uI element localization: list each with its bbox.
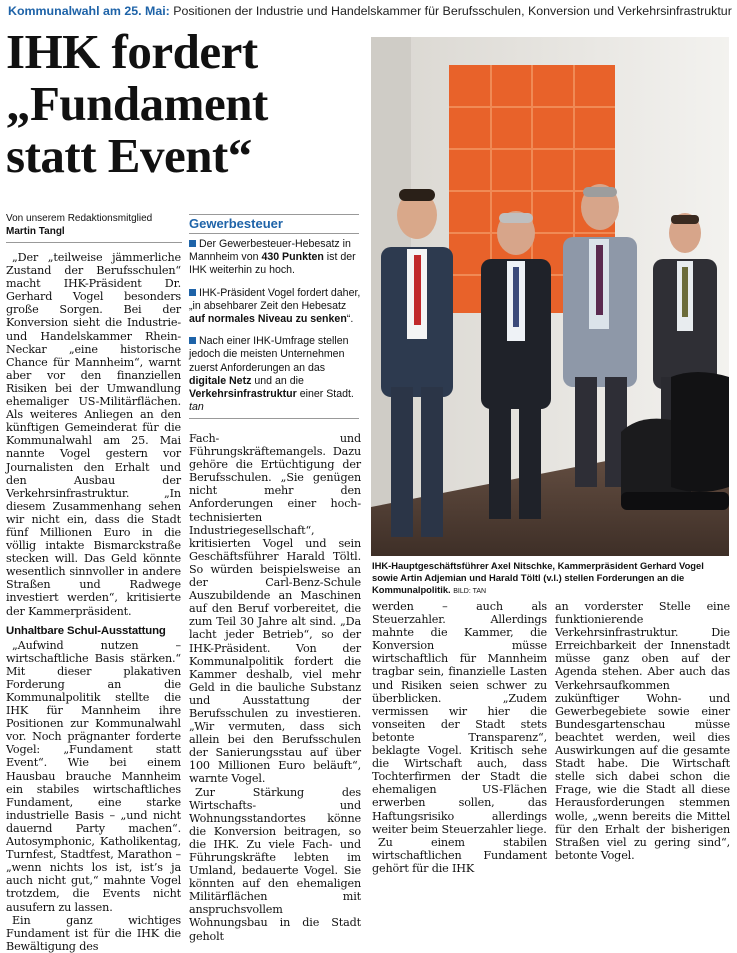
column-3	[372, 600, 547, 875]
photo	[371, 37, 729, 556]
byline	[6, 212, 181, 238]
col1-paragraph-1: „Der „teilweise jämmerliche Zustand der Berufsschulen“ macht IHK-Präsident Dr. Gerhard Vogel besonders große Sorgen. Bei der Konversion sieht die Industrie- und Handelskammer Rhein-Neckar „eine historische Chance für Mannheim“, warnt aber vor den finanziellen Risiken bei der Umwandlung ehemaliger US-Militärflächen. Als weiteres Anliegen an den künftigen Gemeinderat für die Kommunalwahl am 25. Mai nannte Vogel gestern vor Journalisten den Erhalt und den Ausbau der Verkehrsinfrastruktur. „In diesem Zusammenhang sehen wir nicht ein, dass die Stadt fünf Millionen Euro in die völlig intakte Bismarckstraße stecken will. Das Geld könnte wesentlich sinnvoller in andere Straßen und Radwege investiert werden“, kritisierte der Kammerpräsident.	[6, 251, 181, 618]
infobox-item: IHK-Präsident Vogel fordert daher, „in absehbarer Zeit den Hebesatz auf normales Niveau zu senken“.	[189, 286, 361, 326]
byline-label: Von unserem Redaktionsmitglied	[6, 213, 153, 224]
col3-paragraph-1: werden – auch als Steuerzahler. Allerdings mahnte die Kammer, die Konversion müsse wirtschaftlich für Mannheim tragbar sein, finanzielle Lasten und Risiken seien schwer zu überblicken. „Zudem vermissen wir hier die vonseiten der Stadt stets betonte Transparenz“, beklagte Vogel. Kritisch sehe die Wirtschaft auch, dass Tochterfirmen der Stadt die ehemaligen US-Flächen erwerben sollen, das Haftungsrisiko allerdings weiter beim Steuerzahler liege.	[372, 600, 547, 836]
headline-line-1: IHK fordert	[6, 24, 258, 79]
col3-paragraph-2: Zu einem stabilen wirtschaftlichen Fundament gehört für die IHK	[372, 835, 547, 875]
subhead: Unhaltbare Schul-Ausstattung	[6, 624, 166, 637]
bullet-square-icon	[189, 337, 196, 344]
infobox-bottom-rule	[189, 418, 359, 419]
kicker-label: Kommunalwahl am 25. Mai:	[8, 4, 170, 18]
infobox-title: Gewerbesteuer	[189, 216, 283, 231]
byline-name: Martin Tangl	[6, 226, 65, 237]
bullet-square-icon	[189, 240, 196, 247]
headline-line-2: „Fundament	[6, 76, 268, 131]
column-1	[6, 251, 181, 953]
col4-paragraph-1: an vorderster Stelle eine funktionierende Verkehrsinfrastruktur. Die Erreichbarkeit der Innenstadt müsse ganz oben auf der Agenda stehen. Aber auch das Verkehrsaufkommen zukünftiger Wohn- und Gewerbegebiete sowie einer Bundesgartenschau müsse beachtet werden, weil dies Auswirkungen auf die gesamte Stadt habe. Die Wirtschaft stelle sich dabei schon die Frage, wie die Stadt all diese Herausforderungen stemmen wolle, „wenn bereits die Mittel für den Erhalt der bisherigen Straßen viel zu gering sind“, betonte Vogel.	[555, 600, 730, 862]
infobox	[189, 238, 361, 423]
headline	[6, 26, 366, 182]
infobox-title-rule	[189, 233, 359, 234]
column-2	[189, 432, 361, 943]
bullet-square-icon	[189, 289, 196, 296]
byline-divider	[6, 242, 182, 243]
col1-paragraph-2: „Aufwind nutzen – wirtschaftliche Basis stärken.“ Mit dieser plakativen Forderung an die Kommunalpolitik stellte die IHK für Mannheim ihre Positionen zur Kommunalwahl vor. Noch prägnanter forderte Vogel: „Fundament statt Event“. Wie bei einem Hausbau brauche Mannheim ein stabiles wirtschaftliches Fundament, eine starke industrielle Basis – „und nicht dauernd Party machen“. Autosymphonic, Katholikentag, Turnfest, Stadtfest, Marathon – „wenn nichts los ist, ist’s ja auch nicht gut,“ mahnte Vogel trotzdem, die Events nicht ausufern zu lassen.	[6, 638, 181, 914]
photo-caption-text: IHK-Hauptgeschäftsführer Axel Nitschke, Kammerpräsident Gerhard Vogel sowie Artin Adjemian und Harald Töltl (v.l.) stellen Forderungen an die Kommunalpolitik.	[372, 560, 704, 595]
infobox-item: Nach einer IHK-Umfrage stellen jedoch die meisten Unternehmen zuerst Anforderungen an das digitale Netz und an die Verkehrsinfrastruktur einer Stadt. tan	[189, 335, 354, 414]
infobox-top-rule	[189, 214, 359, 215]
photo-illustration	[371, 37, 729, 556]
infobox-item: Der Gewerbesteuer-Hebesatz in Mannheim von 430 Punkten ist der IHK weiterhin zu hoch.	[189, 238, 356, 277]
headline-line-3: statt Event“	[6, 128, 252, 183]
col2-paragraph-2: Zur Stärkung des Wirtschafts- und Wohnungsstandortes könne die Konversion beitragen, so die IHK. Zu viele Fach- und Führungskräfte lebten im Umland, bedauerte Vogel. Sie könnten auf den ehemaligen Militärflächen mit anspruchsvollem Wohnungsbau in die Stadt geholt	[189, 785, 361, 943]
col1-paragraph-3: Ein ganz wichtiges Fundament ist für die IHK die Bewältigung des	[6, 913, 181, 953]
col2-paragraph-1: Fach- und Führungskräftemangels. Dazu gehöre die Ertüchtigung der Berufsschulen. „Sie genügen nicht mehr den Anforderungen einer hoch-technisierten Industriegesellschaft“, kritisierten Vogel und sein Geschäftsführer Harald Töltl. So würden beispielsweise an der Carl-Benz-Schule Auszubildende an Maschinen auf den Beruf vorbereitet, die zum Teil 30 Jahre alt sind. „Da lacht jeder Betrieb“, so der IHK-Präsident. Von der Kommunalpolitik fordert die Kammer deshalb, viel mehr Geld in die bauliche Substanz und Ausstattung der Berufsschulen zu investieren. „Wir vermuten, dass sich allein bei den Berufsschulen der Sanierungsstau auf über 100 Millionen Euro beläuft“, warnte Vogel.	[189, 432, 361, 786]
photo-caption	[372, 560, 730, 598]
kicker-text: Positionen der Industrie und Handelskammer für Berufsschulen, Konversion und Verkehrsinfrastruktur	[173, 4, 732, 18]
column-4	[555, 600, 730, 862]
kicker	[8, 2, 734, 20]
photo-credit: BILD: TAN	[453, 588, 487, 595]
